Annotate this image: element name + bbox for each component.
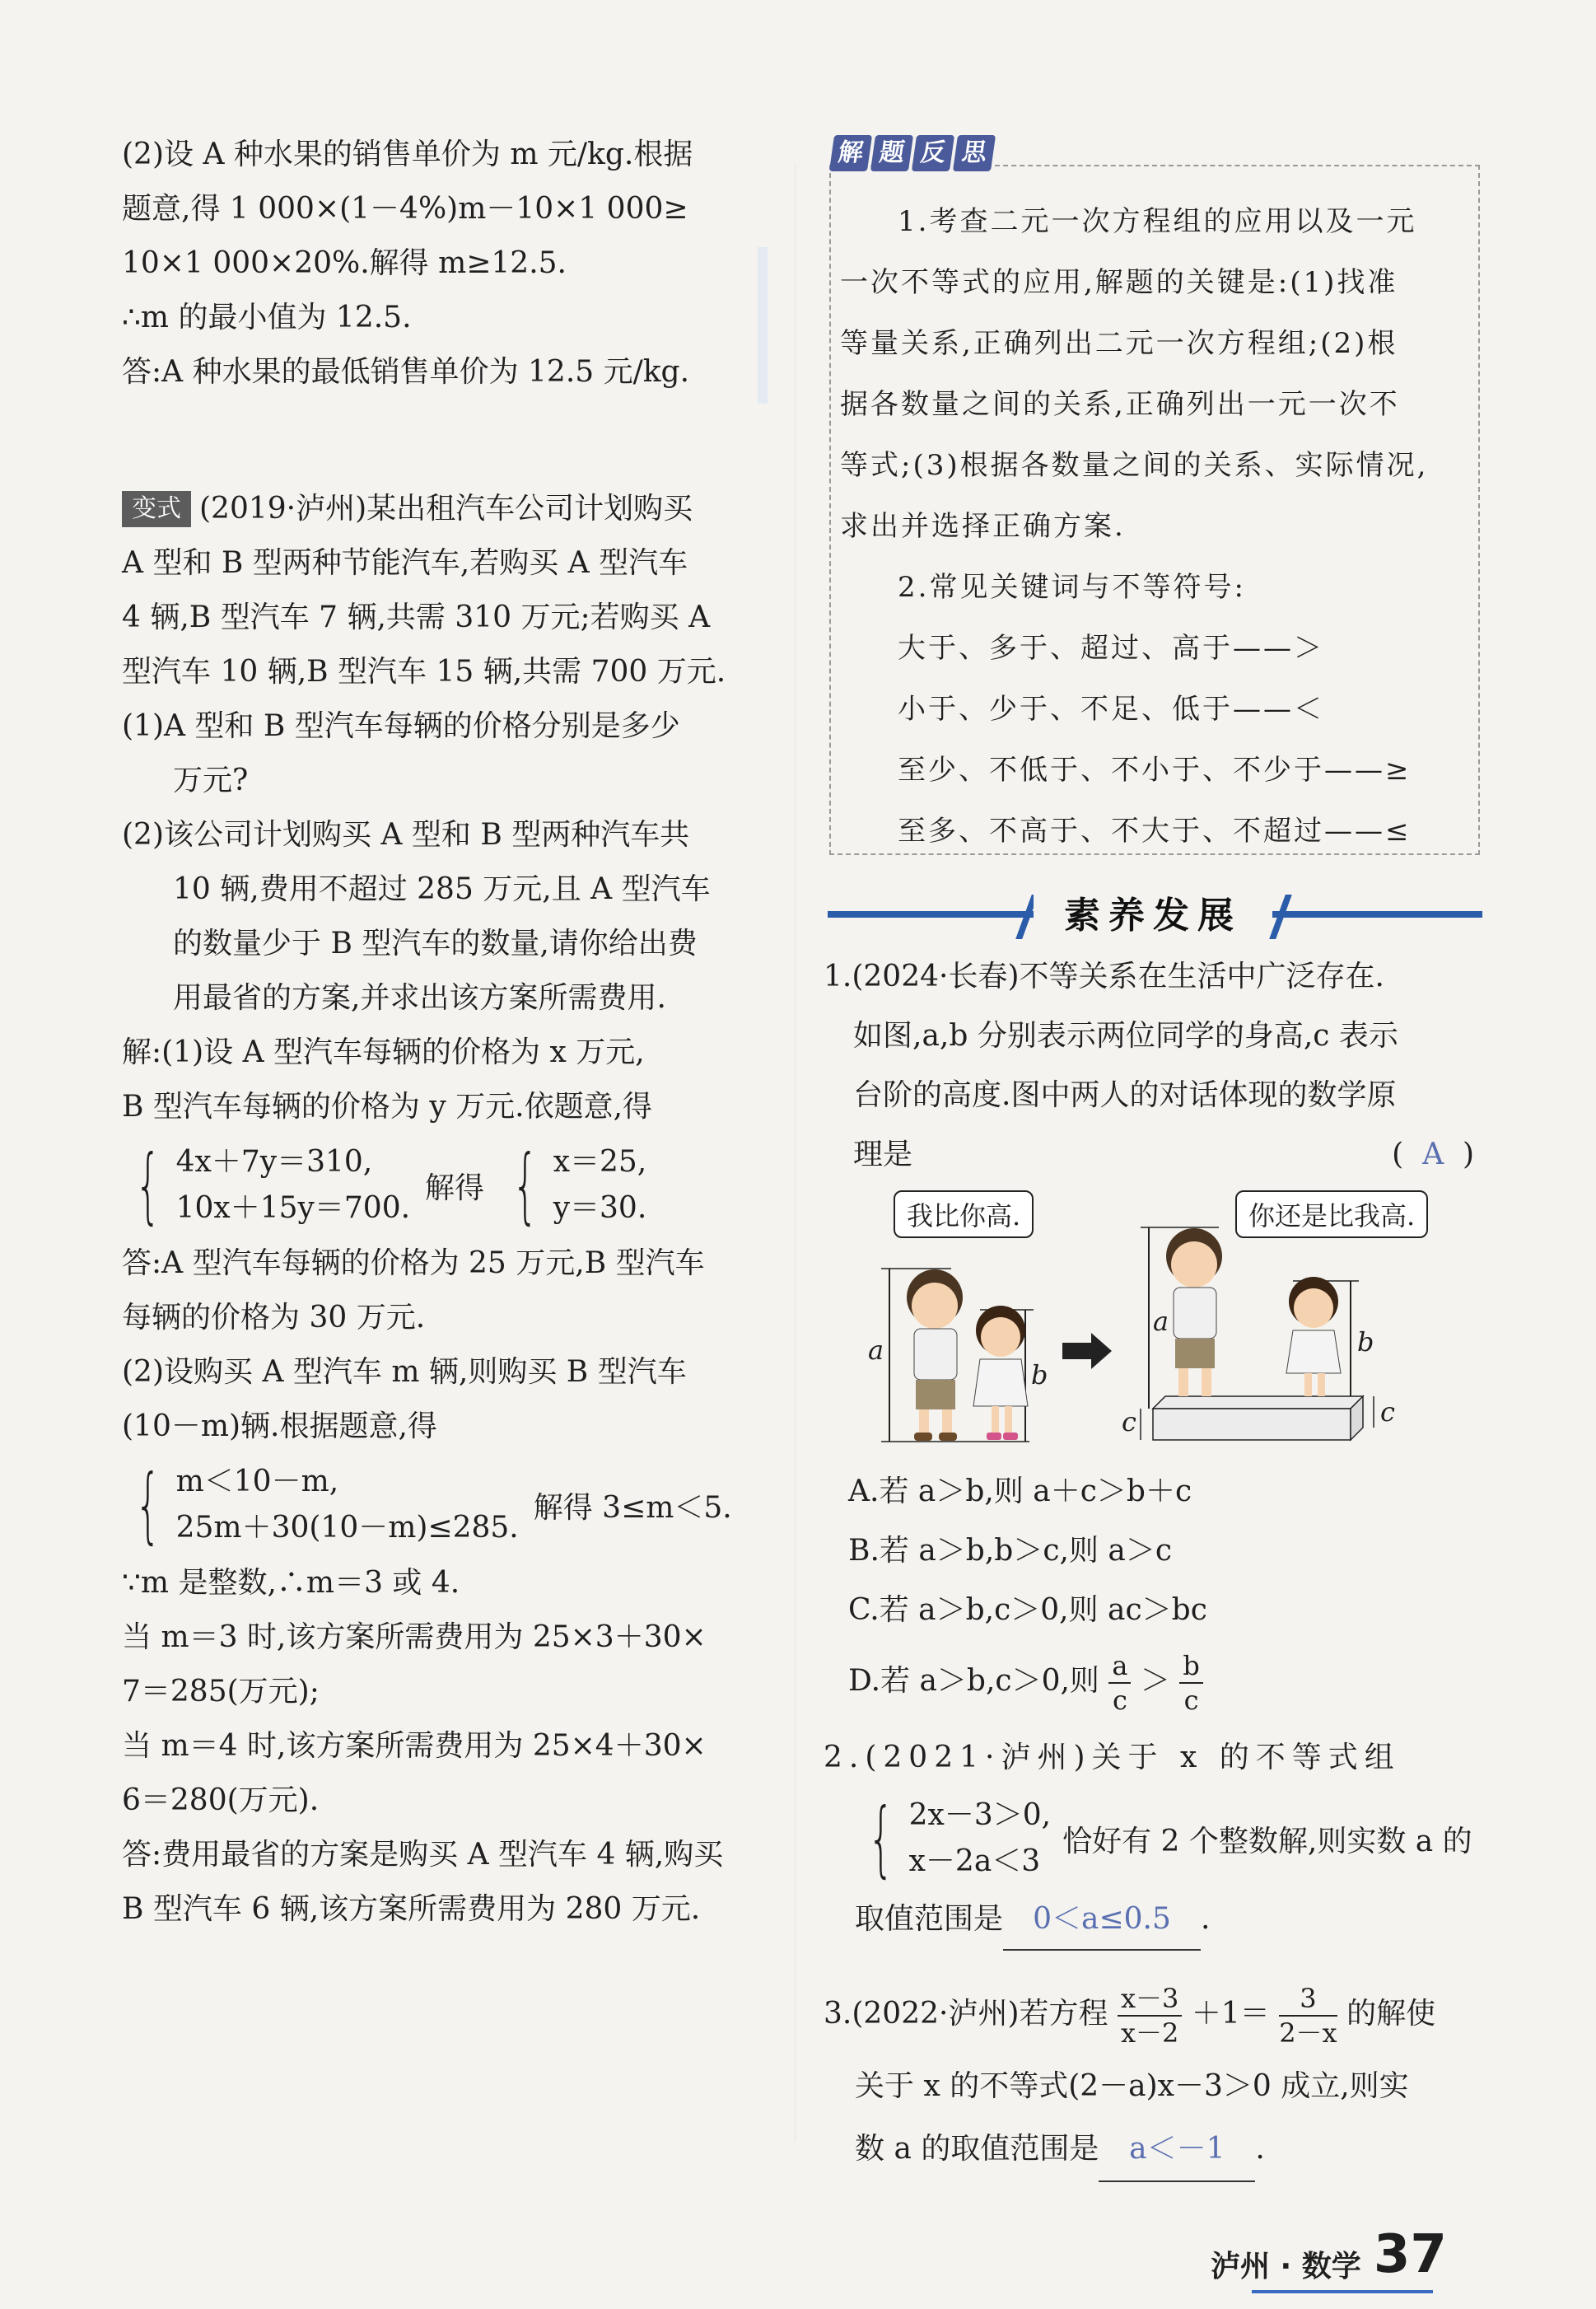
text-line: 6＝280(万元). (122, 1783, 320, 1817)
answer-line: 每辆的价格为 30 万元. (122, 1301, 426, 1334)
q-line: 取值范围是 0＜a≤0.5 . (824, 1890, 1482, 1951)
text-line: 10×1 000×20%.解得 m≥12.5. (122, 246, 567, 280)
solve-word: 解得 (425, 1171, 485, 1205)
solution-line: (2)设购买 A 型汽车 m 辆,则购买 B 型汽车 (122, 1355, 687, 1389)
reflect-line: 求出并选择正确方案. (840, 510, 1126, 543)
text-line: B 型汽车 6 辆,该方案所需费用为 280 万元. (122, 1892, 701, 1926)
q-line-text: 理是 (853, 1138, 913, 1171)
reflect-line: 一次不等式的应用,解题的关键是:(1)找准 (840, 266, 1398, 299)
equation: 4x＋7y＝310, (175, 1145, 373, 1179)
equation-system-1 (122, 1139, 789, 1232)
column-divider (795, 165, 796, 2142)
question-line: (1)A 型和 B 型汽车每辆的价格分别是多少 (122, 709, 680, 743)
numerator: b (1179, 1649, 1202, 1684)
q-line: 数 a 的取值范围是 a＜－1 . (824, 2118, 1482, 2182)
arrow-icon (1062, 1333, 1112, 1369)
reflect-line: 等式;(3)根据各数量之间的关系、实际情况, (840, 449, 1429, 482)
option-d-text: D.若 a＞b,c＞0,则 (848, 1664, 1099, 1698)
question-line: 10 辆,费用不超过 285 万元,且 A 型汽车 (173, 872, 711, 906)
reflect-line: 据各数量之间的关系,正确列出一元一次不 (840, 388, 1400, 421)
text-line: 当 m＝4 时,该方案所需费用为 25×4＋30× (122, 1729, 707, 1763)
question-1-options (824, 1462, 1507, 1722)
text-line: ∴m 的最小值为 12.5. (122, 301, 412, 334)
text-line: ∵m 是整数,∴m＝3 或 4. (122, 1566, 460, 1600)
reflect-line: 2.常见关键词与不等符号: (898, 571, 1246, 604)
reflect-line: 至少、不低于、不小于、不少于——≥ (898, 754, 1412, 787)
results (553, 1139, 647, 1232)
option-d (848, 1640, 1507, 1722)
label-b: b (1031, 1359, 1048, 1391)
brace-glyph: { (867, 1790, 894, 1886)
fraction (1118, 1982, 1182, 2050)
equations (176, 1139, 410, 1232)
result: y＝30. (553, 1191, 647, 1225)
q-text: ＋1＝ (1191, 1997, 1270, 2031)
equations (176, 1459, 519, 1551)
tag-char: 思 (953, 135, 996, 171)
speech-bubble-left: 我比你高. (894, 1190, 1034, 1238)
fraction (1279, 1982, 1337, 2050)
page-number: 37 (1373, 2224, 1447, 2285)
question-line: (2)该公司计划购买 A 型和 B 型两种汽车共 (122, 818, 690, 852)
denominator: x－2 (1120, 2017, 1179, 2049)
q-text: 取值范围是 (855, 1902, 1004, 1936)
inequality-system (824, 1790, 1482, 1886)
label-c: c (1380, 1396, 1395, 1428)
numerator: 3 (1279, 1982, 1337, 2017)
text-line: 题意,得 1 000×(1－4%)m－10×1 000≥ (122, 192, 688, 226)
q-line: 2.(2021·泸州)关于 x 的不等式组 (824, 1741, 1401, 1774)
girl-figure (1286, 1277, 1341, 1396)
inequalities (909, 1793, 1051, 1885)
answer-blank: a＜－1 (1099, 2118, 1255, 2182)
tag-char: 反 (912, 135, 954, 171)
answer-line: 答:A 型汽车每辆的价格为 25 万元,B 型汽车 (122, 1246, 705, 1280)
question-line: 万元? (173, 764, 249, 797)
solution-line: (10－m)辆.根据题意,得 (122, 1409, 437, 1443)
footer-title: 泸州 · 数学 (1211, 2250, 1361, 2283)
variant-text: (2019·泸州)某出租汽车公司计划购买 (199, 492, 693, 526)
denominator: c (1183, 1685, 1199, 1716)
text-line: 型汽车 10 辆,B 型汽车 15 辆,共需 700 万元. (122, 655, 726, 689)
q-text: 的解使 (1346, 1997, 1436, 2031)
solve-result: 解得 3≤m＜5. (533, 1490, 732, 1525)
denominator: c (1112, 1685, 1127, 1716)
equation: 10x＋15y＝700. (175, 1191, 411, 1225)
question-line: 的数量少于 B 型汽车的数量,请你给出费 (173, 927, 698, 961)
answer-blank: 0＜a≤0.5 (1003, 1890, 1201, 1951)
text-line: A 型和 B 型两种节能汽车,若购买 A 型汽车 (122, 546, 688, 580)
boy-figure (907, 1269, 963, 1441)
q-text: 数 a 的取值范围是 (855, 2132, 1099, 2166)
boy-figure (1166, 1228, 1222, 1396)
text-line: (2)设 A 种水果的销售单价为 m 元/kg.根据 (122, 138, 693, 171)
text-line: 答:费用最省的方案是购买 A 型汽车 4 辆,购买 (122, 1838, 724, 1872)
q-line: 如图,a,b 分别表示两位同学的身高,c 表示 (853, 1019, 1398, 1053)
footer-rule (1252, 2290, 1433, 2293)
answer-choice: A (1422, 1138, 1444, 1171)
denominator: 2－x (1279, 2017, 1337, 2049)
equation-system-2 (122, 1456, 789, 1553)
q-line (824, 1973, 1482, 2055)
tag-char: 题 (870, 135, 913, 171)
section-title: 素养发展 (1034, 891, 1272, 941)
option-a: A.若 a＞b,则 a＋c＞b＋c (848, 1475, 1192, 1508)
option-c: C.若 a＞b,c＞0,则 ac＞bc (848, 1593, 1207, 1627)
q-text: 恰好有 2 个整数解,则实数 a 的 (1062, 1824, 1472, 1858)
inequality: 2x－3＞0, (908, 1798, 1052, 1832)
question-2 (824, 1728, 1482, 1951)
result: x＝25, (553, 1145, 647, 1179)
height-comparison-figure (856, 1190, 1416, 1454)
gt-sign: ＞ (1140, 1664, 1170, 1698)
equation: 25m＋30(10－m)≤285. (175, 1511, 519, 1545)
left-column (122, 128, 789, 1937)
tag-char: 解 (829, 135, 872, 171)
reflect-line: 小于、少于、不足、低于——＜ (898, 693, 1324, 726)
brace-glyph: { (134, 1137, 161, 1233)
reflection-body (840, 191, 1474, 862)
text-line: 当 m＝3 时,该方案所需费用为 25×3＋30× (122, 1620, 707, 1654)
label-c: c (1122, 1406, 1136, 1437)
variant-tag: 变式 (122, 491, 191, 527)
brace-glyph: { (511, 1137, 539, 1233)
q-line: 1.(2024·长春)不等关系在生活中广泛存在. (824, 960, 1384, 993)
brace-glyph: { (134, 1456, 161, 1553)
question-1 (824, 947, 1482, 1185)
section-banner (828, 891, 1482, 941)
q-line: 台阶的高度.图中两人的对话体现的数学原 (853, 1078, 1397, 1112)
reflection-tag (832, 135, 996, 171)
reflect-line: 至多、不高于、不大于、不超过——≤ (898, 815, 1412, 848)
question-line: 用最省的方案,并求出该方案所需费用. (173, 981, 666, 1015)
fraction (1108, 1649, 1131, 1717)
label-a: a (1153, 1306, 1169, 1337)
reflect-line: 1.考查二元一次方程组的应用以及一元 (898, 205, 1417, 238)
solution-line: B 型汽车每辆的价格为 y 万元.依题意,得 (122, 1090, 653, 1124)
text-line: 7＝285(万元); (122, 1675, 320, 1708)
text-line: 答:A 种水果的最低销售单价为 12.5 元/kg. (122, 355, 690, 389)
text-line: 4 辆,B 型汽车 7 辆,共需 310 万元;若购买 A (122, 601, 711, 634)
inequality: x－2a＜3 (908, 1844, 1041, 1878)
solution-line: 解:(1)设 A 型汽车每辆的价格为 x 万元, (122, 1035, 645, 1069)
q-line: 关于 x 的不等式(2－a)x－3＞0 成立,则实 (855, 2069, 1409, 2103)
speech-bubble-right: 你还是比我高. (1235, 1190, 1428, 1238)
reflect-line: 大于、多于、超过、高于——＞ (898, 632, 1324, 665)
numerator: x－3 (1118, 1982, 1182, 2017)
q-text: 3.(2022·泸州)若方程 (824, 1997, 1108, 2031)
numerator: a (1108, 1649, 1131, 1684)
label-a: a (868, 1334, 884, 1366)
girl-figure (973, 1306, 1028, 1440)
fraction (1179, 1649, 1202, 1717)
answer-paren: ( A ) (1392, 1138, 1474, 1171)
label-b: b (1357, 1326, 1374, 1358)
page-footer (1211, 2224, 1447, 2285)
question-3 (824, 1973, 1482, 2182)
equation: m＜10－m, (175, 1465, 339, 1498)
variant-line (122, 482, 789, 536)
reflect-line: 等量关系,正确列出二元一次方程组;(2)根 (840, 327, 1398, 360)
option-b: B.若 a＞b,b＞c,则 a＞c (848, 1534, 1173, 1568)
q-line (824, 1125, 1482, 1185)
